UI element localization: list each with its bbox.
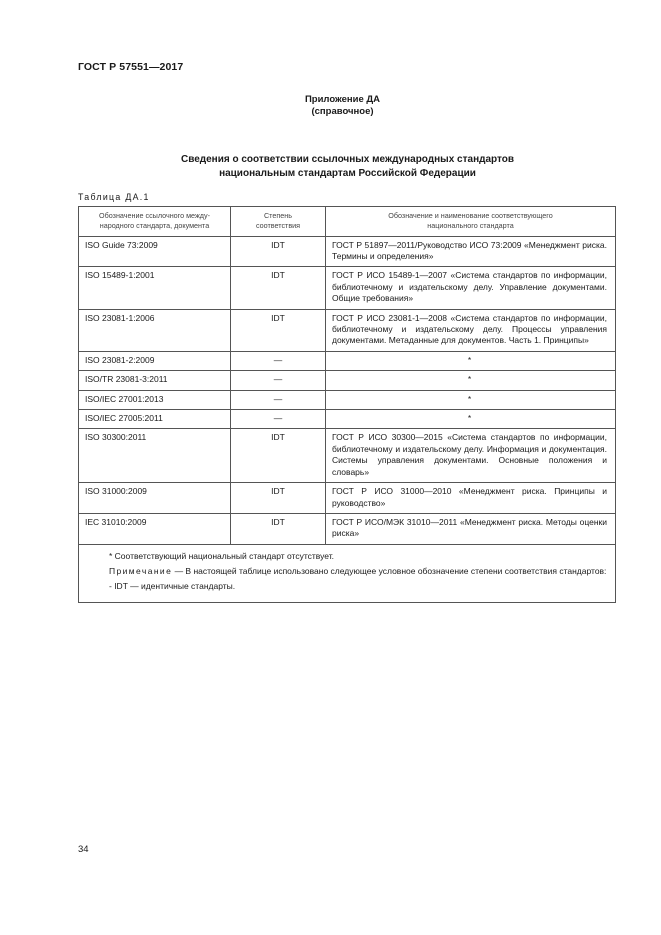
cell-degree: IDT <box>231 236 326 267</box>
cell-reference: IEC 31010:2009 <box>79 513 231 544</box>
cell-degree: IDT <box>231 429 326 483</box>
header-col1-line1: Обозначение ссылочного между- <box>99 211 210 220</box>
cell-national: * <box>326 410 616 429</box>
header-col2-line2: соответствия <box>255 220 301 230</box>
annex-subtitle: (справочное) <box>311 106 374 117</box>
cell-reference: ISO/TR 23081-3:2011 <box>79 371 231 390</box>
cell-degree: IDT <box>231 267 326 309</box>
page-number: 34 <box>78 844 89 855</box>
header-col3-line2: национального стандарта <box>427 220 514 230</box>
table-row <box>79 513 616 544</box>
cell-reference: ISO 31000:2009 <box>79 483 231 514</box>
note-item: - IDT — идентичные стандарты. <box>109 580 236 591</box>
note-paragraph <box>87 565 607 577</box>
cell-degree: — <box>231 351 326 370</box>
table-row <box>79 236 616 267</box>
cell-national: * <box>326 371 616 390</box>
cell-reference: ISO/IEC 27005:2011 <box>79 410 231 429</box>
document-code: ГОСТ Р 57551—2017 <box>78 61 184 73</box>
cell-national: ГОСТ Р ИСО 31000—2010 «Менеджмент риска. Принципы и руководство» <box>326 483 616 514</box>
annex-heading <box>0 94 661 118</box>
section-title-line2: национальным стандартам Российской Федерации <box>219 167 476 179</box>
table-notes <box>79 544 616 602</box>
section-title-line1: Сведения о соответствии ссылочных международных стандартов <box>180 154 515 165</box>
correspondence-table <box>78 206 616 603</box>
table-label: Таблица ДА.1 <box>78 192 150 202</box>
cell-reference: ISO/IEC 27001:2013 <box>79 390 231 409</box>
header-col3-line1: Обозначение и наименование соответствующего <box>388 211 553 220</box>
table-row <box>79 351 616 370</box>
header-degree <box>231 207 326 237</box>
cell-national: ГОСТ Р ИСО 23081-1—2008 «Система стандартов по информации, библиотечному и издательскому делу. Процессы управления документами. Метаданные для документов. Часть 1. Принципы» <box>326 309 616 351</box>
cell-national: * <box>326 390 616 409</box>
cell-national: * <box>326 351 616 370</box>
cell-degree: IDT <box>231 513 326 544</box>
section-title <box>0 153 661 180</box>
header-col2-line1: Степень <box>263 211 292 220</box>
cell-degree: — <box>231 390 326 409</box>
cell-reference: ISO 23081-1:2006 <box>79 309 231 351</box>
cell-reference: ISO 15489-1:2001 <box>79 267 231 309</box>
annex-title: Приложение ДА <box>304 94 381 105</box>
note-text: — В настоящей таблице использовано следующее условное обозначение степени соответствия стандартов: <box>172 565 607 576</box>
header-col1-line2: народного стандарта, документа <box>99 220 210 230</box>
table-header-row <box>79 207 616 237</box>
header-national-standard <box>326 207 616 237</box>
table-row <box>79 309 616 351</box>
cell-degree: IDT <box>231 483 326 514</box>
footnote-text: * Соответствующий национальный стандарт отсутствует. <box>109 550 335 561</box>
table-row <box>79 371 616 390</box>
cell-degree: IDT <box>231 309 326 351</box>
cell-reference: ISO Guide 73:2009 <box>79 236 231 267</box>
cell-national: ГОСТ Р ИСО 30300—2015 «Система стандартов по информации, библиотечному и издательскому делу. Информация и документация. Системы управления документами. Основные положения и словарь» <box>326 429 616 483</box>
cell-reference: ISO 23081-2:2009 <box>79 351 231 370</box>
cell-degree: — <box>231 371 326 390</box>
note-label: Примечание <box>109 565 173 576</box>
header-reference-standard <box>79 207 231 237</box>
cell-national: ГОСТ Р ИСО 15489-1—2007 «Система стандартов по информации, библиотечному и издательскому делу. Управление документами. Общие требования» <box>326 267 616 309</box>
cell-national: ГОСТ Р 51897—2011/Руководство ИСО 73:2009 «Менеджмент риска. Термины и определения» <box>326 236 616 267</box>
cell-reference: ISO 30300:2011 <box>79 429 231 483</box>
table-notes-row <box>79 544 616 602</box>
table-row <box>79 410 616 429</box>
table-row <box>79 390 616 409</box>
table-row <box>79 429 616 483</box>
table-row <box>79 267 616 309</box>
cell-national: ГОСТ Р ИСО/МЭК 31010—2011 «Менеджмент риска. Методы оценки риска» <box>326 513 616 544</box>
table-row <box>79 483 616 514</box>
cell-degree: — <box>231 410 326 429</box>
